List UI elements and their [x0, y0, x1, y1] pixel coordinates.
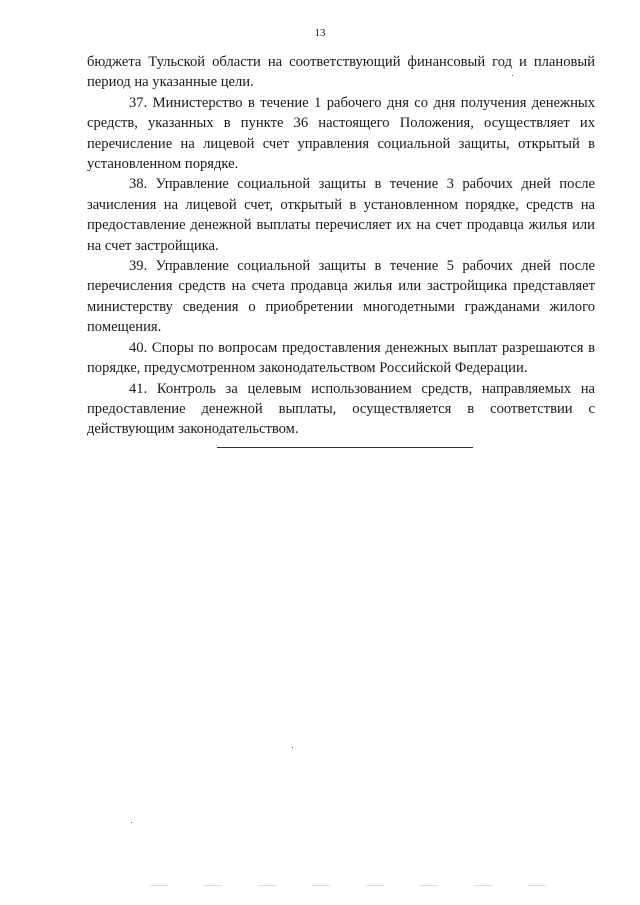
- paragraph-item-40: 40. Споры по вопросам предоставления денежных выплат разрешаются в порядке, предусмотренном законодательством Российской Федерации.: [87, 339, 595, 377]
- document-body: [87, 52, 595, 440]
- scan-speck: [292, 747, 293, 748]
- paragraph-item-41: 41. Контроль за целевым использованием средств, направляемых на предоставление денежной выплаты, осуществляется в соответствии с действующим законодательством.: [87, 380, 595, 438]
- paragraph-continuation: бюджета Тульской области на соответствующий финансовый год и плановый период на указанные цели.: [87, 54, 595, 91]
- paragraph-item-38: 38. Управление социальной защиты в течение 3 рабочих дней после зачисления на лицевой счет, открытый в установленном порядке, средств на предоставление денежной выплаты перечисляет их на счет продавца жилья или на счет застройщика.: [87, 176, 595, 254]
- scan-speck: [131, 822, 132, 823]
- scan-speck: [512, 75, 513, 76]
- scan-bottom-noise: [150, 885, 590, 889]
- page-number: 13: [314, 27, 326, 39]
- paragraph-item-39: 39. Управление социальной защиты в течение 5 рабочих дней после перечисления средств на счета продавца жилья или застройщика представляет министерству сведения о приобретении многодетными гражданами жилого помещения.: [87, 258, 595, 336]
- paragraph-item-37: 37. Министерство в течение 1 рабочего дня со дня получения денежных средств, указанных в пункте 36 настоящего Положения, осуществляет их перечисление на лицевой счет управления социальной защиты, открытый в установленном порядке.: [87, 94, 595, 173]
- end-separator-line: [217, 447, 473, 448]
